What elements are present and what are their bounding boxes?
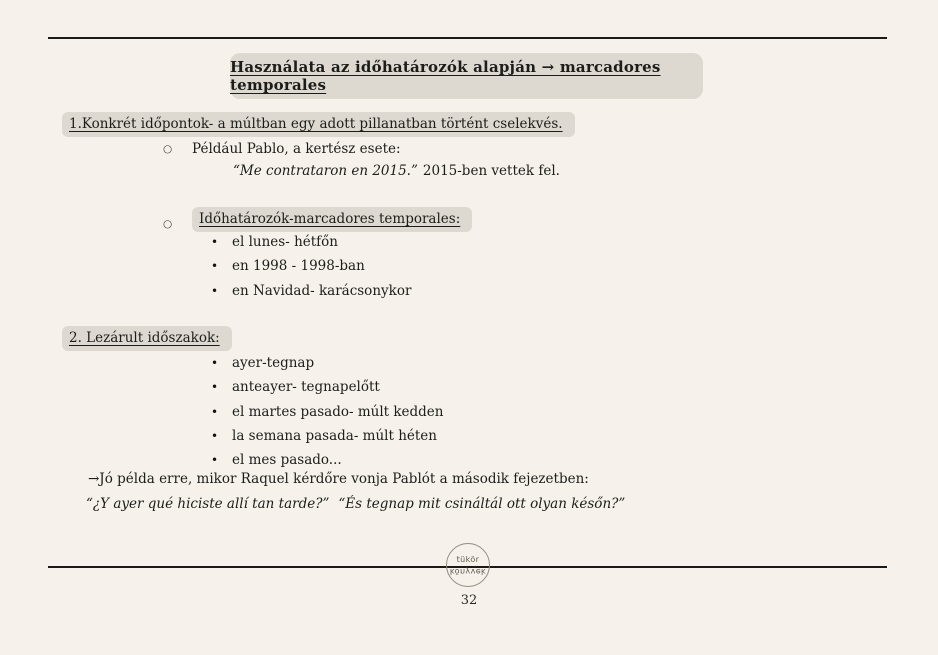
period-list-item [211, 452, 342, 468]
period-list-item [211, 355, 314, 371]
disc-bullet-icon: • [211, 284, 219, 298]
marker-text: el lunes- hétfőn [232, 234, 339, 250]
marker-list-item [211, 283, 411, 299]
section2-heading-box [62, 326, 232, 351]
page-title: Használata az időhatározók alapján → marcadores temporales [230, 58, 661, 94]
disc-bullet-icon: • [211, 453, 219, 467]
markers-heading: Időhatározók-marcadores temporales: [192, 207, 472, 232]
example-intro-item [163, 141, 401, 157]
example-note: →Jó példa erre, mikor Raquel kérdőre vonja Pablót a második fejezetben: [88, 471, 589, 487]
period-list-item [211, 404, 444, 420]
section1-heading: 1.Konkrét időpontok- a múltban egy adott pillanatban történt cselekvés. [62, 112, 575, 137]
section2-heading: 2. Lezárult időszakok: [62, 326, 232, 351]
publisher-logo [446, 543, 490, 587]
example-quote-line [233, 163, 560, 179]
example-intro-text: Például Pablo, a kertész esete: [192, 141, 401, 157]
circle-bullet-icon: ○ [163, 218, 173, 230]
period-list-item [211, 379, 380, 395]
section1-heading-box [62, 112, 575, 137]
period-list-item [211, 428, 437, 444]
disc-bullet-icon: • [211, 429, 219, 443]
example-quote-spanish: “Me contrataron en 2015.” [233, 163, 418, 179]
disc-bullet-icon: • [211, 235, 219, 249]
period-text: el mes pasado... [232, 452, 342, 468]
circle-bullet-icon: ○ [163, 143, 173, 155]
marker-list-item [211, 258, 365, 274]
period-text: la semana pasada- múlt héten [232, 428, 437, 444]
marker-text: en Navidad- karácsonykor [232, 283, 412, 299]
period-text: anteayer- tegnapelőtt [232, 379, 380, 395]
disc-bullet-icon: • [211, 259, 219, 273]
dialogue-quote-line [86, 496, 625, 512]
example-quote-hungarian: 2015-ben vettek fel. [422, 163, 560, 179]
disc-bullet-icon: • [211, 380, 219, 394]
dialogue-quote-spanish: “¿Y ayer qué hiciste allí tan tarde?” [86, 496, 330, 512]
marker-list-item [211, 234, 338, 250]
page-title-box [230, 53, 703, 99]
period-text: el martes pasado- múlt kedden [232, 404, 444, 420]
disc-bullet-icon: • [211, 356, 219, 370]
top-horizontal-rule [48, 37, 887, 39]
logo-text-top: tükör [456, 554, 480, 564]
page-number: 32 [460, 593, 478, 608]
disc-bullet-icon: • [211, 405, 219, 419]
period-text: ayer-tegnap [232, 355, 315, 371]
dialogue-quote-hungarian: “És tegnap mit csináltál ott olyan későn?” [338, 496, 626, 512]
marker-text: en 1998 - 1998-ban [232, 258, 365, 274]
logo-text-mirrored: könyvek [449, 566, 487, 576]
